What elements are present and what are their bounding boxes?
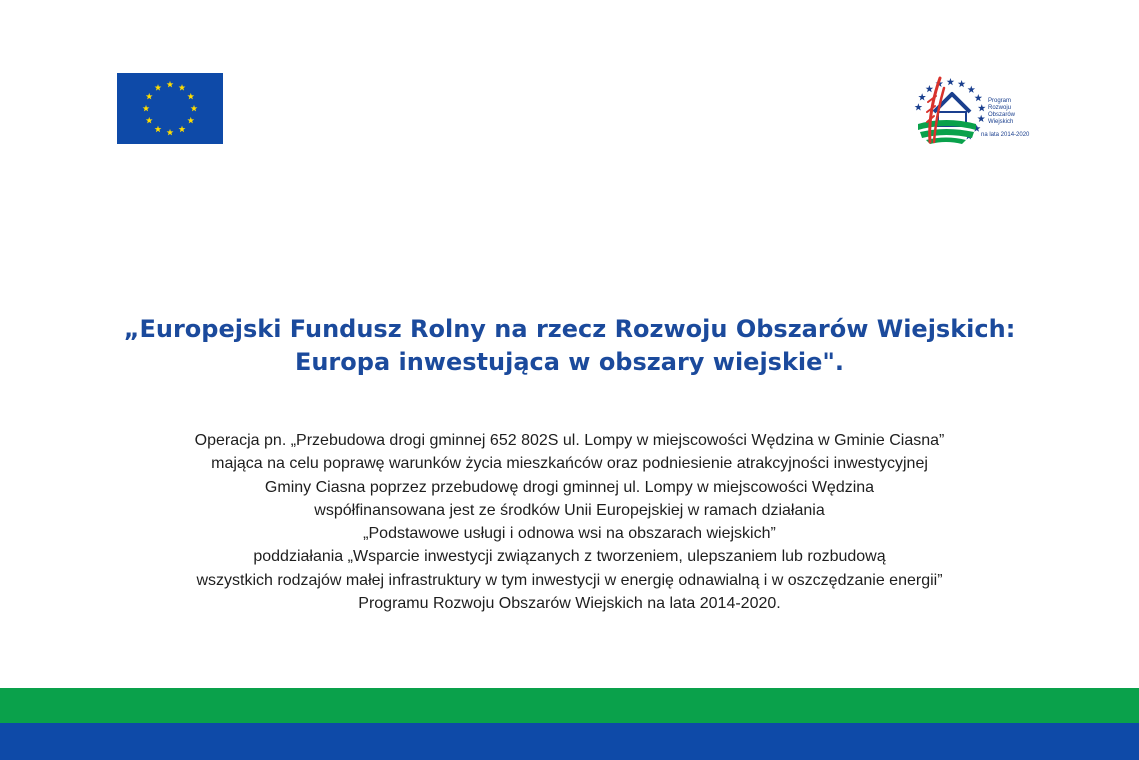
- prow-star: [958, 80, 966, 87]
- prow-star: [918, 93, 926, 100]
- body-line: Programu Rozwoju Obszarów Wiejskich na lata 2014-2020.: [358, 595, 781, 613]
- page-heading: [0, 313, 1139, 379]
- body-line: Operacja pn. „Przebudowa drogi gminnej 652 802S ul. Lompy w miejscowości Wędzina w Gminie Ciasna”: [194, 432, 945, 449]
- body-line: mająca na celu poprawę warunków życia mieszkańców oraz podniesienie atrakcyjności inwestycyjnej: [211, 455, 928, 473]
- body-line: współfinansowana jest ze środków Unii Europejskiej w ramach działania: [314, 501, 825, 519]
- prow-word: Rozwoju: [988, 105, 1012, 111]
- footer-band-green: [0, 688, 1139, 723]
- prow-star: [975, 94, 983, 101]
- prow-years: na lata 2014-2020: [981, 132, 1030, 138]
- prow-emblem-icon: [906, 72, 986, 148]
- prow-wordmark: [981, 98, 1030, 138]
- prow-word: Obszarów: [988, 112, 1016, 118]
- body-line: „Podstawowe usługi i odnowa wsi na obszarach wiejskich”: [363, 525, 776, 543]
- eu-star: [179, 126, 186, 133]
- eu-star: [187, 117, 194, 124]
- body-line: Gminy Ciasna poprzez przebudowę drogi gminnej ul. Lompy w miejscowości Wędzina: [264, 478, 875, 496]
- prow-star: [978, 104, 986, 111]
- prow-logo-icon: [906, 72, 1030, 148]
- eu-star: [167, 129, 174, 136]
- body-line: poddziałania „Wsparcie inwestycji związanych z tworzeniem, ulepszaniem lub rozbudową: [253, 548, 886, 566]
- eu-star: [143, 105, 150, 112]
- heading-line: „Europejski Fundusz Rolny na rzecz Rozwoju Obszarów Wiejskich:: [123, 315, 1016, 343]
- eu-star: [167, 81, 174, 88]
- prow-star: [915, 103, 923, 110]
- prow-star: [977, 115, 985, 122]
- eu-flag-icon: [117, 73, 223, 144]
- prow-star: [967, 86, 975, 93]
- field-shape: [920, 129, 974, 138]
- eu-star: [146, 117, 153, 124]
- eu-star: [155, 84, 162, 91]
- heading-line: Europa inwestująca w obszary wiejskie".: [294, 348, 845, 376]
- operation-description: [0, 429, 1139, 615]
- prow-word: Program: [988, 98, 1012, 104]
- prow-star: [947, 78, 955, 85]
- eu-star: [155, 126, 162, 133]
- prow-word: Wiejskich: [988, 119, 1014, 125]
- field-shape: [926, 138, 966, 145]
- eu-star: [146, 93, 153, 100]
- eu-star: [191, 105, 198, 112]
- eu-stars: [117, 73, 223, 144]
- eu-star: [187, 93, 194, 100]
- prow-star: [926, 85, 934, 92]
- footer-band-blue: [0, 723, 1139, 760]
- eu-star: [179, 84, 186, 91]
- body-line: wszystkich rodzajów małej infrastruktury w tym inwestycji w energię odnawialną i w oszczędzanie energii”: [196, 571, 943, 589]
